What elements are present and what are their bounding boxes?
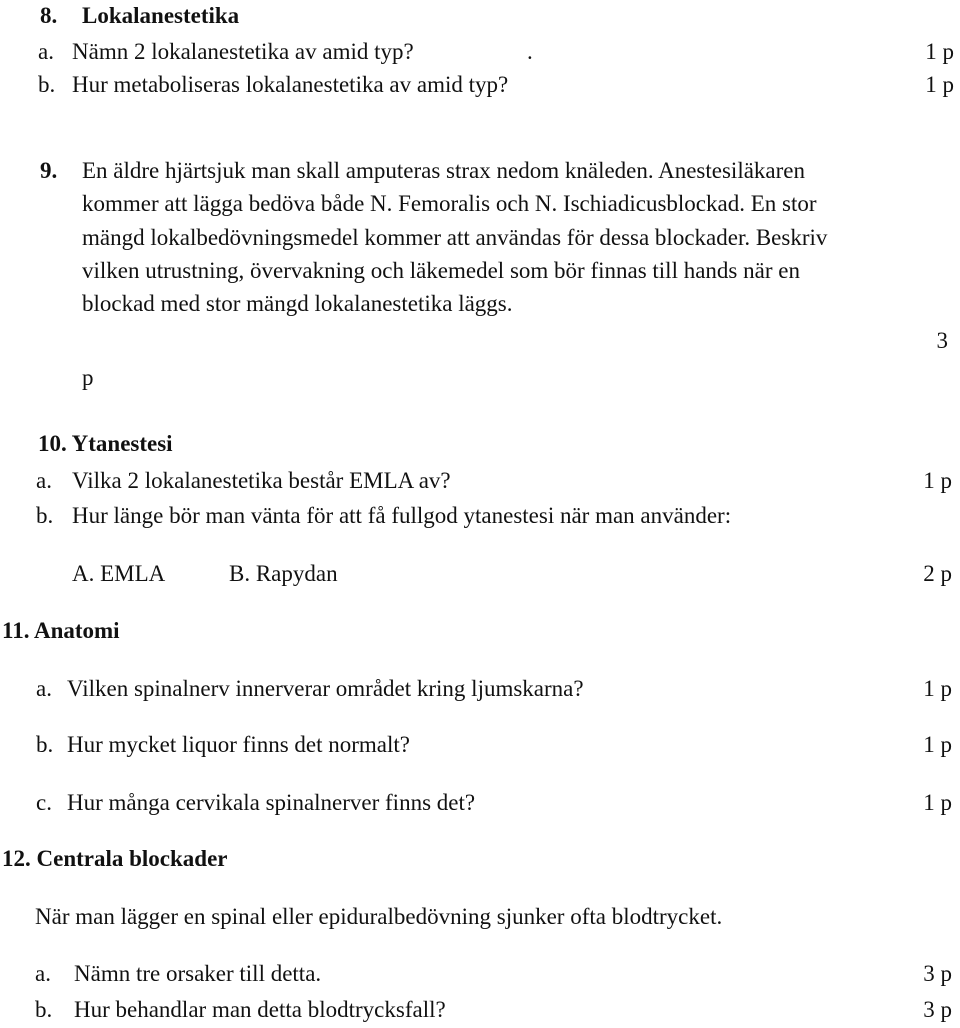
q8-a-points: 1 p [925, 39, 954, 64]
q12-intro: När man lägger en spinal eller epiduralbedövning sjunker ofta blodtrycket. [35, 904, 723, 929]
q11-c-text: Hur många cervikala spinalnerver finns det? [67, 790, 476, 815]
q8-title: Lokalanestetika [82, 3, 240, 28]
q10-option-a: A. EMLA [72, 561, 166, 586]
q9-line-4: vilken utrustning, övervakning och läkemedel som bör finnas till hands när en [82, 258, 800, 283]
q9-line-2: kommer att lägga bedöva både N. Femoralis och N. Ischiadicusblockad. En stor [82, 191, 817, 216]
q12-a-label: a. [35, 961, 51, 986]
q8-b-points: 1 p [925, 72, 954, 97]
q11-b-text: Hur mycket liquor finns det normalt? [67, 732, 411, 757]
q9-points-number: 3 [936, 328, 948, 353]
q11-c-points: 1 p [923, 790, 952, 815]
q12-b-points: 3 p [923, 997, 952, 1022]
q11-b-label: b. [36, 732, 54, 757]
q11-b-points: 1 p [923, 732, 952, 757]
q11-a-points: 1 p [923, 676, 952, 701]
q10-b-points: 2 p [923, 561, 952, 586]
q10-b-text: Hur länge bör man vänta för att få fullgod ytanestesi när man använder: [72, 503, 732, 528]
q10-title: 10. Ytanestesi [38, 431, 173, 456]
q11-a-text: Vilken spinalnerv innerverar området kring ljumskarna? [67, 676, 584, 701]
q10-b-label: b. [36, 503, 54, 528]
q12-b-label: b. [35, 997, 53, 1022]
q9-line-3: mängd lokalbedövningsmedel kommer att användas för dessa blockader. Beskriv [82, 225, 828, 250]
q8-a-label: a. [38, 39, 54, 64]
q9-line-1: En äldre hjärtsjuk man skall amputeras strax nedom knäleden. Anestesiläkaren [82, 158, 805, 183]
q12-b-text: Hur behandlar man detta blodtrycksfall? [74, 997, 446, 1022]
q8-b-label: b. [38, 72, 56, 97]
q12-title: 12. Centrala blockader [2, 846, 228, 871]
q9-points-unit: p [82, 365, 94, 390]
q8-a-dot: . [527, 39, 533, 64]
q10-a-label: a. [36, 468, 52, 493]
q10-a-text: Vilka 2 lokalanestetika består EMLA av? [72, 468, 451, 493]
q12-a-points: 3 p [923, 961, 952, 986]
q11-a-label: a. [36, 676, 52, 701]
q10-a-points: 1 p [923, 468, 952, 493]
q9-line-5: blockad med stor mängd lokalanestetika läggs. [82, 291, 513, 316]
q8-number: 8. [40, 3, 58, 28]
q8-a-text: Nämn 2 lokalanestetika av amid typ? [72, 39, 414, 64]
q11-c-label: c. [36, 790, 52, 815]
q9-number: 9. [40, 158, 58, 183]
q8-b-text: Hur metaboliseras lokalanestetika av amid typ? [72, 72, 509, 97]
q10-option-b: B. Rapydan [229, 561, 338, 586]
q11-title: 11. Anatomi [2, 618, 120, 643]
q12-a-text: Nämn tre orsaker till detta. [74, 961, 322, 986]
